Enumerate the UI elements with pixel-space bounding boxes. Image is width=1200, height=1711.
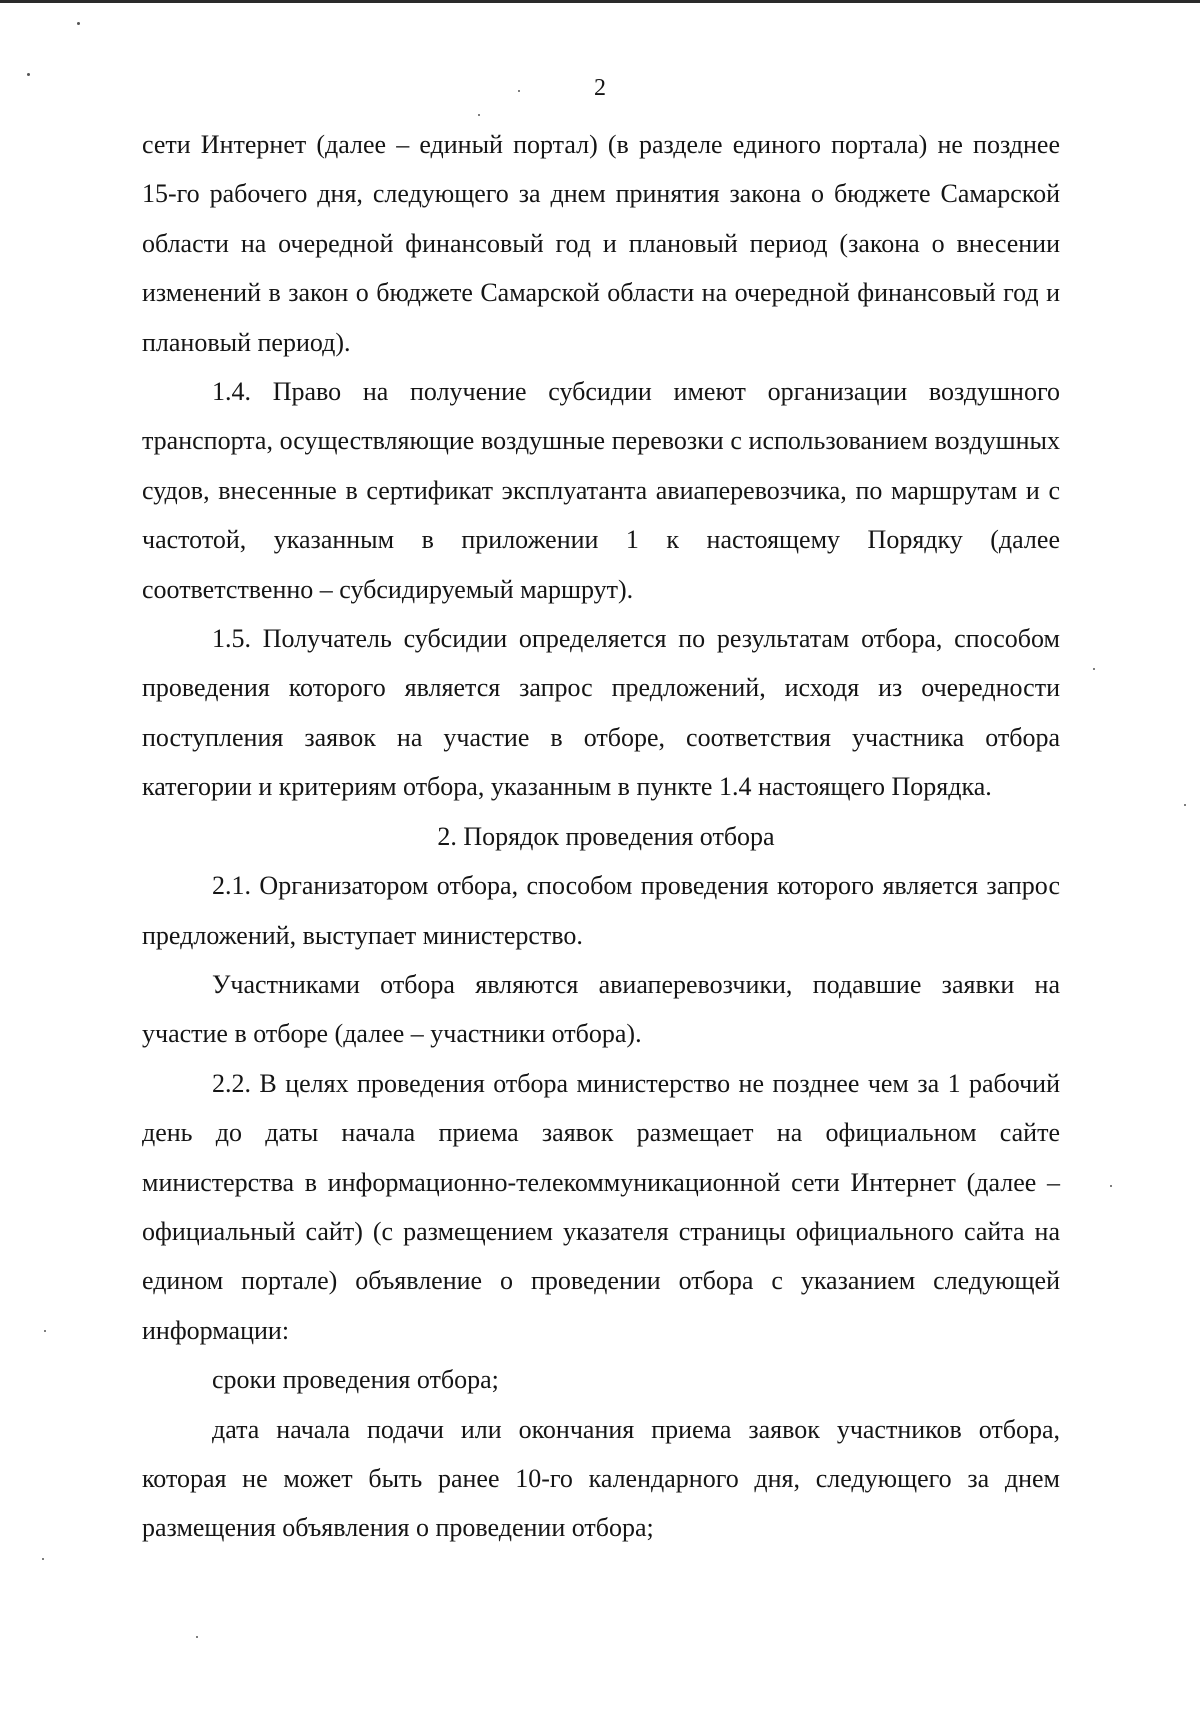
scan-speck [42, 1558, 44, 1560]
clause-1-4: 1.4. Право на получение субсидии имеют организации воздушного транспорта, осуществляющие воздушные перевозки с использованием воздушных судов, внесенные в сертификат эксплуатанта авиаперевозчика, по маршрутам и с частотой, указанным в приложении 1 к настоящему Порядку (далее соответственно – субсидируемый маршрут). [142, 377, 1060, 604]
scan-speck [1184, 804, 1186, 806]
scan-speck [44, 1330, 46, 1332]
page-number: 2 [594, 75, 606, 101]
scan-speck [196, 1636, 198, 1638]
document-body [142, 120, 1060, 1553]
scan-speck [478, 114, 480, 116]
clause-2-1: 2.1. Организатором отбора, способом проведения которого является запрос предложений, выступает министерство. [142, 871, 1060, 950]
clause-1-5: 1.5. Получатель субсидии определяется по результатам отбора, способом проведения которого является запрос предложений, исходя из очередности поступления заявок на участие в отборе, соответствия участника отбора категории и критериям отбора, указанным в пункте 1.4 настоящего Порядка. [142, 624, 1060, 802]
list-item: сроки проведения отбора; [212, 1365, 499, 1395]
scan-speck [1110, 1185, 1112, 1187]
scan-top-edge [0, 0, 1200, 3]
section-heading: 2. Порядок проведения отбора [437, 821, 775, 851]
scan-speck [1093, 668, 1095, 670]
body-paragraph: Участниками отбора являются авиаперевозчики, подавшие заявки на участие в отборе (далее – участники отбора). [142, 969, 1060, 1049]
list-item: дата начала подачи или окончания приема заявок участников отбора, которая не может быть ранее 10-го календарного дня, следующего за днем размещения объявления о проведении отбора; [142, 1414, 1060, 1543]
body-paragraph: сети Интернет (далее – единый портал) (в разделе единого портала) не позднее 15-го рабочего дня, следующего за днем принятия закона о бюджете Самарской области на очередной финансовый год и плановый период (закона о внесении изменений в закон о бюджете Самарской области на очередной финансовый год и плановый период). [142, 130, 1060, 357]
clause-2-2: 2.2. В целях проведения отбора министерство не позднее чем за 1 рабочий день до даты начала приема заявок размещает на официальном сайте министерства в информационно-телекоммуникационной сети Интернет (далее – официальный сайт) (с размещением указателя страницы официального сайта на едином портале) объявление о проведении отбора с указанием следующей информации: [142, 1068, 1060, 1345]
scan-speck [77, 22, 80, 25]
